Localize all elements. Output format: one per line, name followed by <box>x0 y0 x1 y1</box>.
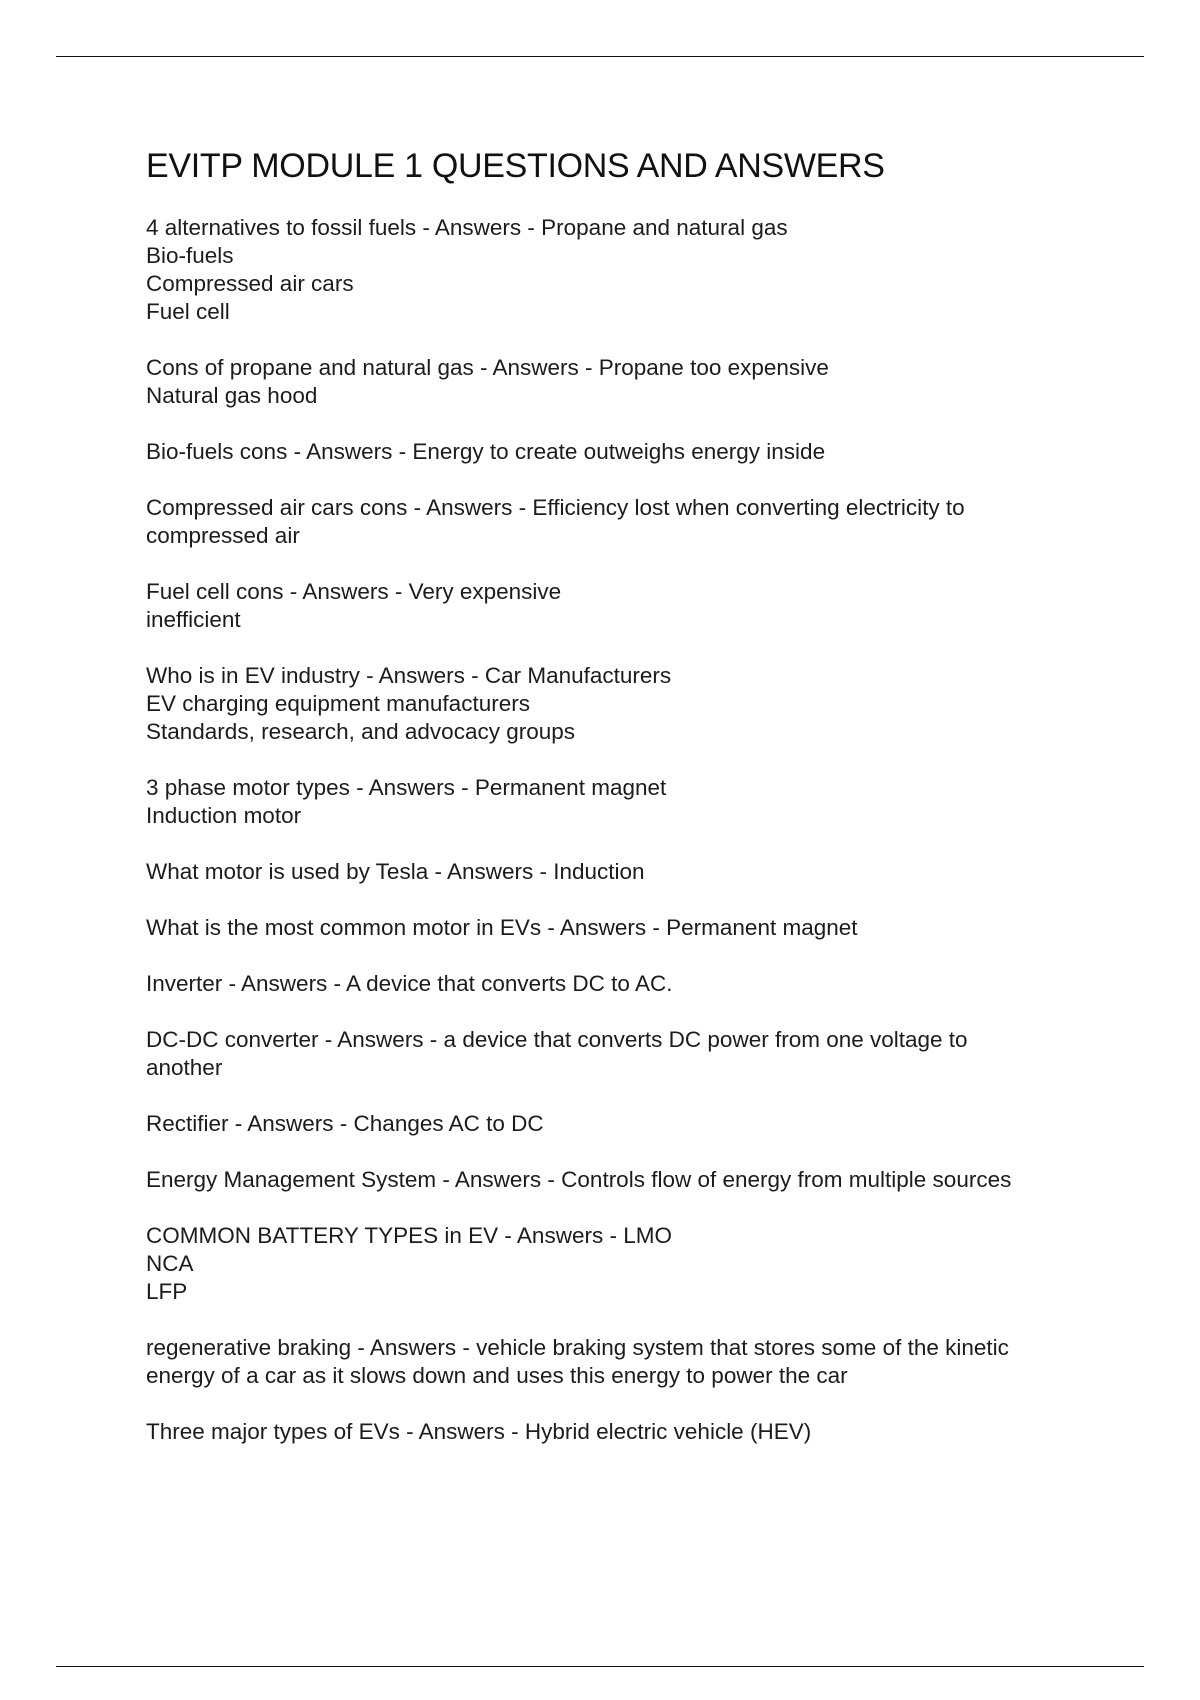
qa-item <box>146 858 1086 886</box>
qa-line: Fuel cell <box>146 299 230 324</box>
qa-line: Three major types of EVs - Answers - Hybrid electric vehicle (HEV) <box>146 1419 812 1444</box>
qa-item <box>146 662 1086 746</box>
qa-item <box>146 438 1086 466</box>
qa-line: Cons of propane and natural gas - Answers - Propane too expensive <box>146 355 829 380</box>
qa-line: DC-DC converter - Answers - a device that converts DC power from one voltage to <box>146 1027 968 1052</box>
document-body <box>146 144 1086 1474</box>
qa-line: Rectifier - Answers - Changes AC to DC <box>146 1111 544 1136</box>
qa-line: Compressed air cars <box>146 271 354 296</box>
document-title: EVITP MODULE 1 QUESTIONS AND ANSWERS <box>146 147 885 185</box>
qa-line: Natural gas hood <box>146 383 318 408</box>
qa-line: EV charging equipment manufacturers <box>146 691 530 716</box>
qa-line: What motor is used by Tesla - Answers - Induction <box>146 859 645 884</box>
top-rule <box>56 56 1144 57</box>
qa-line: What is the most common motor in EVs - Answers - Permanent magnet <box>146 915 858 940</box>
qa-item <box>146 1110 1086 1138</box>
qa-item <box>146 1222 1086 1306</box>
qa-line: Bio-fuels cons - Answers - Energy to create outweighs energy inside <box>146 439 826 464</box>
qa-line: energy of a car as it slows down and uses this energy to power the car <box>146 1363 848 1388</box>
qa-item <box>146 494 1086 550</box>
qa-item <box>146 1334 1086 1390</box>
qa-line: Induction motor <box>146 803 302 828</box>
qa-line: Fuel cell cons - Answers - Very expensive <box>146 579 562 604</box>
qa-item <box>146 970 1086 998</box>
qa-item <box>146 1026 1086 1082</box>
qa-line: Bio-fuels <box>146 243 234 268</box>
qa-item <box>146 578 1086 634</box>
qa-item <box>146 1166 1086 1194</box>
qa-line: inefficient <box>146 607 241 632</box>
qa-line: another <box>146 1055 223 1080</box>
qa-line: Compressed air cars cons - Answers - Efficiency lost when converting electricity to <box>146 495 965 520</box>
qa-line: Inverter - Answers - A device that converts DC to AC. <box>146 971 673 996</box>
qa-item <box>146 914 1086 942</box>
qa-line: 4 alternatives to fossil fuels - Answers - Propane and natural gas <box>146 215 788 240</box>
qa-line: regenerative braking - Answers - vehicle braking system that stores some of the kinetic <box>146 1335 1009 1360</box>
qa-item <box>146 354 1086 410</box>
qa-item <box>146 1418 1086 1446</box>
qa-item <box>146 214 1086 326</box>
qa-line: Energy Management System - Answers - Controls flow of energy from multiple sources <box>146 1167 1012 1192</box>
qa-line: 3 phase motor types - Answers - Permanent magnet <box>146 775 667 800</box>
qa-line: COMMON BATTERY TYPES in EV - Answers - LMO <box>146 1223 672 1248</box>
bottom-rule <box>56 1666 1144 1667</box>
qa-line: LFP <box>146 1279 188 1304</box>
qa-line: compressed air <box>146 523 300 548</box>
qa-line: NCA <box>146 1251 194 1276</box>
qa-line: Who is in EV industry - Answers - Car Manufacturers <box>146 663 672 688</box>
qa-line: Standards, research, and advocacy groups <box>146 719 576 744</box>
qa-item <box>146 774 1086 830</box>
